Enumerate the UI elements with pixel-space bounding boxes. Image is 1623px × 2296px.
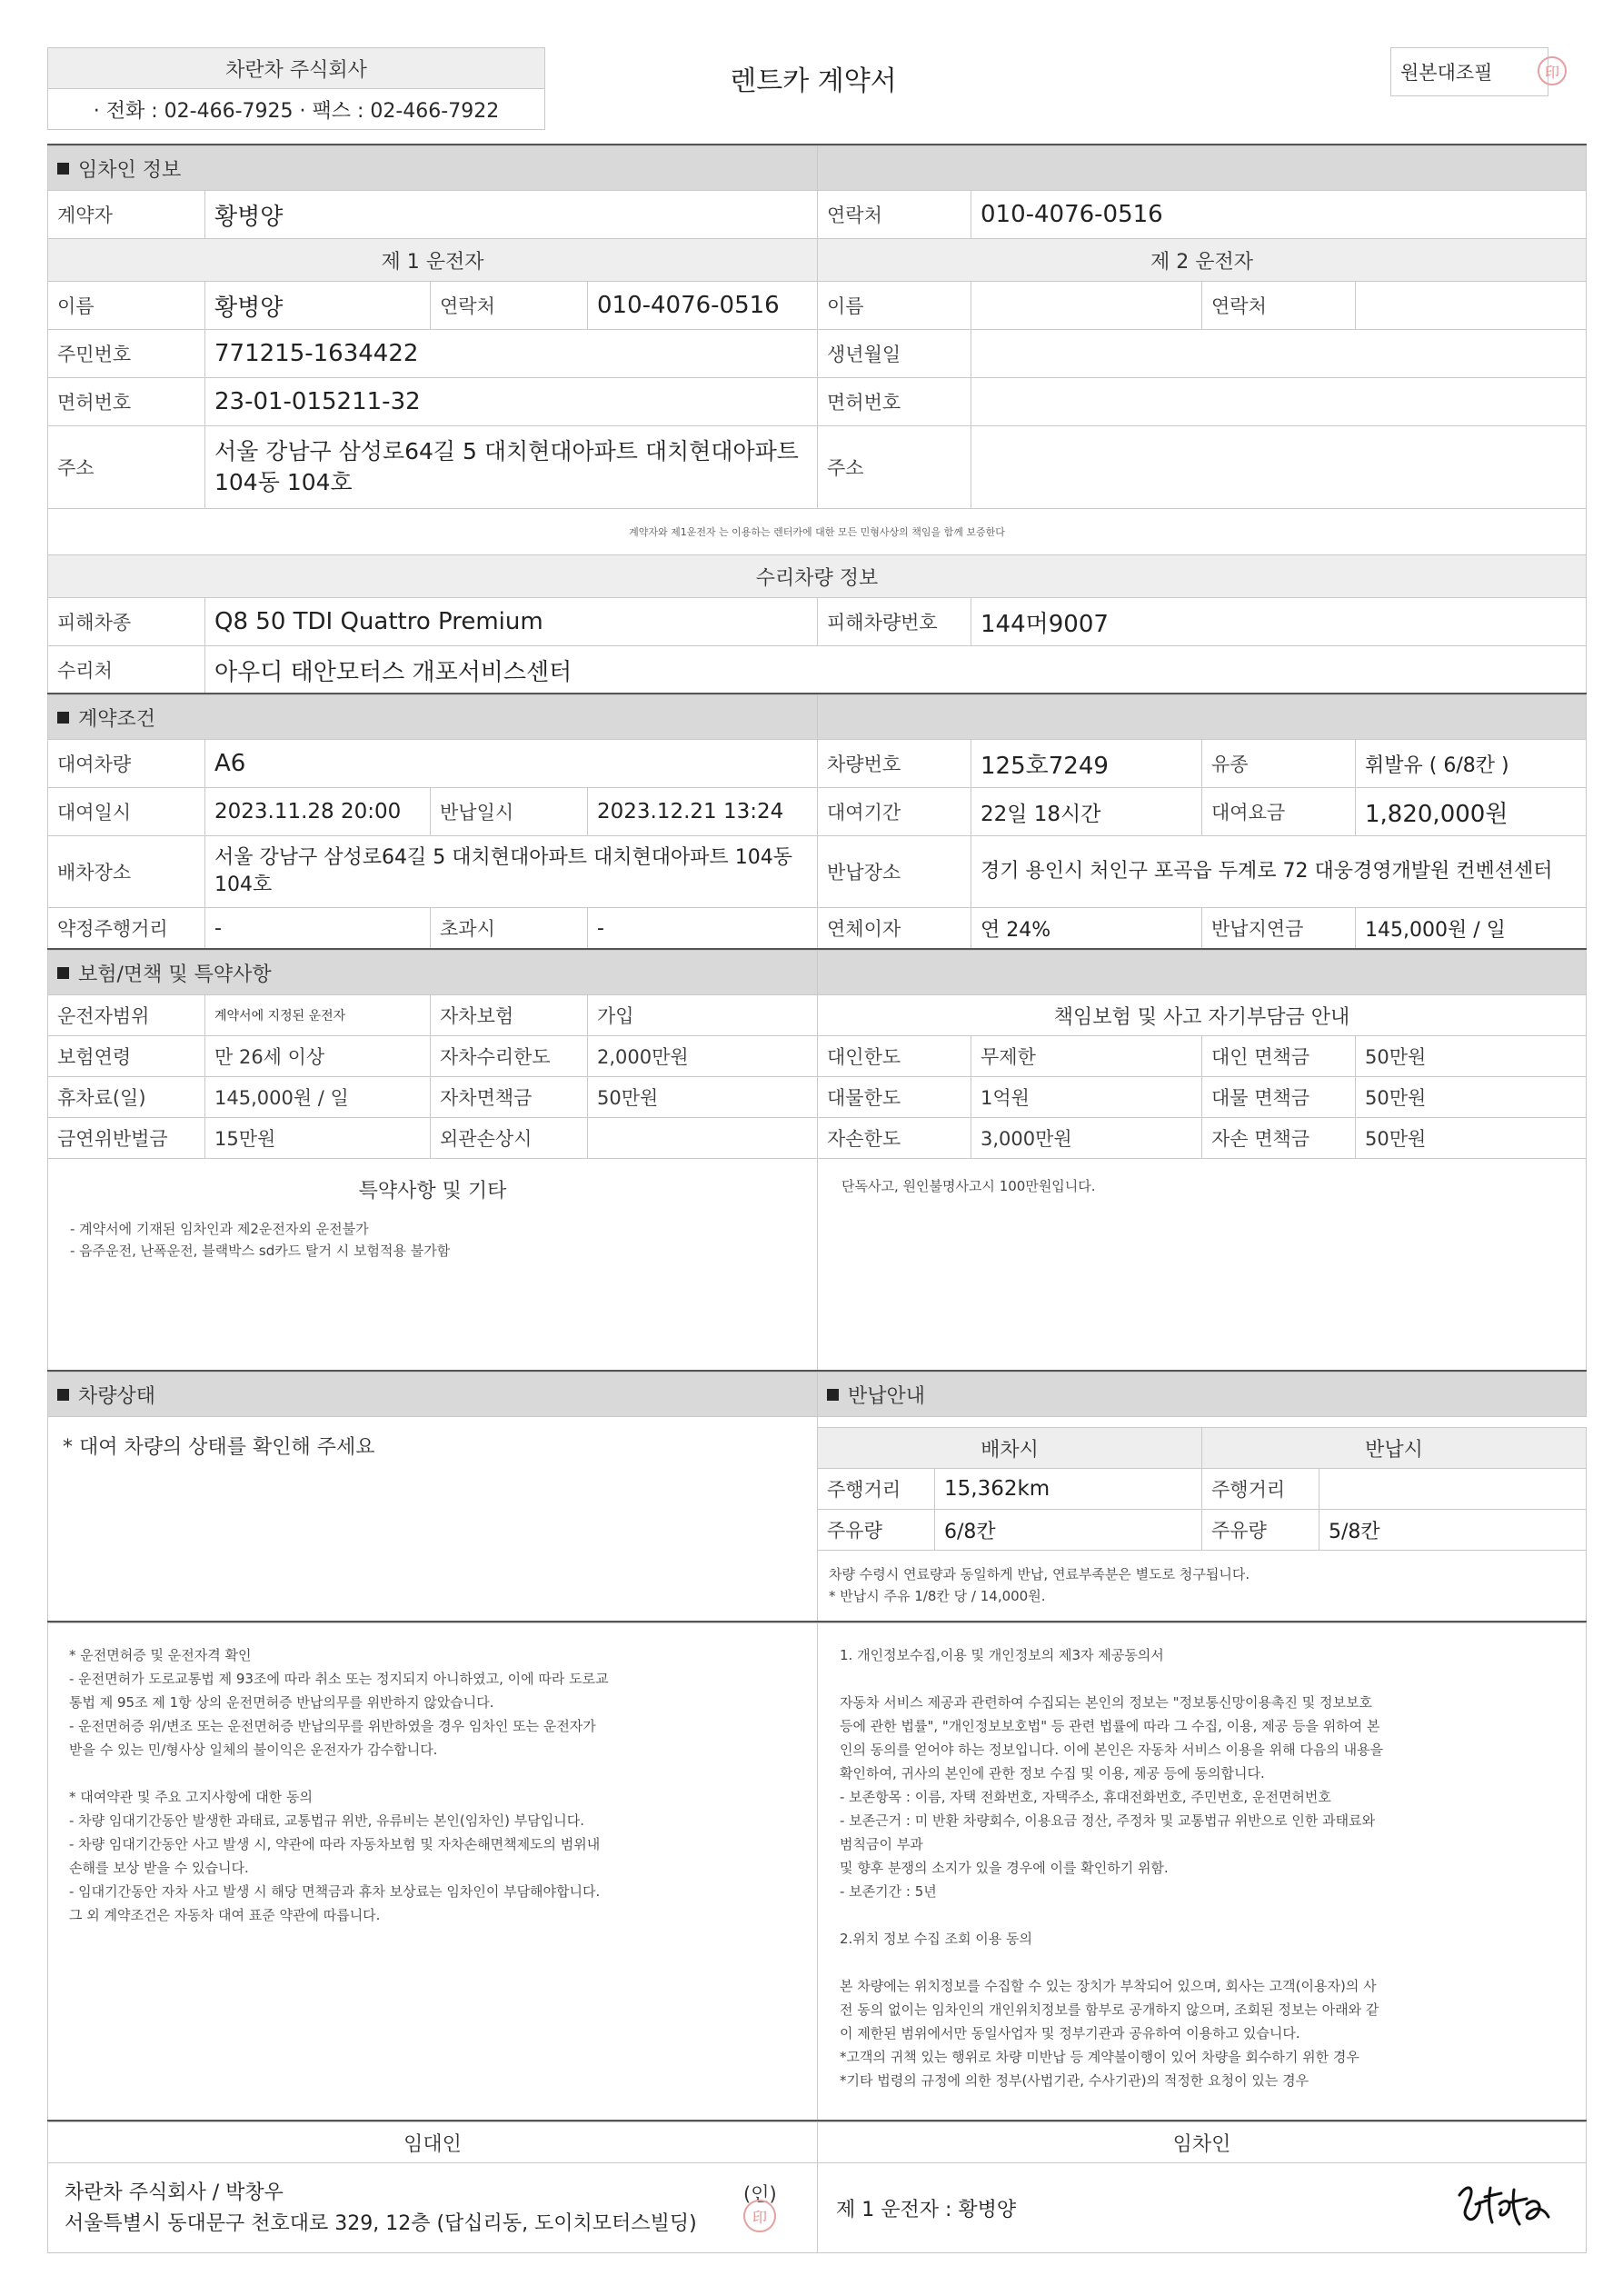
fuel-return-label: 주유량	[1201, 1509, 1319, 1551]
birth-value	[971, 329, 1587, 378]
contractor-label: 계약자	[47, 190, 205, 239]
smoking-label: 금연위반벌금	[47, 1117, 205, 1159]
lessee-header: 임차인	[817, 2121, 1587, 2163]
self-limit-value: 3,000만원	[971, 1117, 1202, 1159]
handwritten-signature	[1454, 2177, 1554, 2235]
exterior-value	[587, 1117, 818, 1159]
section-vehicle-state-title: 차량상태	[78, 1384, 156, 1408]
repair-plate-value: 144머9007	[971, 597, 1587, 646]
d2-license-value	[971, 377, 1587, 426]
rent-date-value: 2023.11.28 20:00	[204, 787, 431, 836]
late-fee-label: 반납지연금	[1201, 907, 1356, 949]
section-insurance	[47, 950, 818, 995]
self-limit-label: 자손한도	[817, 1117, 971, 1159]
property-deduct-label: 대물 면책금	[1201, 1076, 1356, 1118]
km-return-value	[1319, 1468, 1587, 1510]
driver2-header: 제 2 운전자	[817, 238, 1587, 282]
section-renter-right	[817, 145, 1587, 191]
license-label: 면허번호	[47, 377, 205, 426]
excess-value: -	[587, 907, 818, 949]
return-note-2: * 반납시 주유 1/8칸 당 / 14,000원.	[829, 1588, 1046, 1604]
late-interest-value: 연 24%	[971, 907, 1202, 949]
lessor-header: 임대인	[47, 2121, 818, 2163]
smoking-value: 15만원	[204, 1117, 431, 1159]
license-value: 23-01-015211-32	[204, 377, 818, 426]
exterior-label: 외관손상시	[430, 1117, 588, 1159]
notices-right: 1. 개인정보수집,이용 및 개인정보의 제3자 제공동의서 자동차 서비스 제공과 관련하여 수집되는 본인의 정보는 "정보통신망이용촉진 및 정보보호 등에 관한 법률", "개인정보보호법" 등 관련 법률에 따라 그 수집, 이용, 제공 등을 위하여 본 인의 동의를 얻어야 하는 정보입니다. 이에 본인은 자동차 서비스 이용을 위해 다음의 내용을 확인하여, 귀사의 본인에 관한 정보 수집 및 이용, 제공 등에 동의합니다. - 보존항목 : 이름, 자택 전화번호, 자택주소, 휴대전화번호, 주민번호, 운전면허번호 - 보존근거 : 미 반환 차량회수, 이용요금 정산, 주정차 및 교통법규 위반으로 인한 과태료와 범칙금이 부과 및 향후 분쟁의 소지가 있을 경우에 이를 확인하기 위함. - 보존기간 : 5년 2.위치 정보 수집 조회 이용 동의 본 차량에는 위치정보를 수집할 수 있는 장치가 부착되어 있으며, 회사는 고객(이용자)의 사 전 동의 없이는 임차인의 개인위치정보를 함부로 공개하지 않으며, 조회된 정보는 아래와 같 이 제한된 범위에서만 동일사업자 및 정부기관과 공유하여 이용하고 있습니다. *고객의 귀책 있는 행위로 차량 미반납 등 계약불이행이 있어 차량을 회수하기 위한 경우 *기타 법령의 규정에 의한 정부(사법기관, 수사기관)의 적정한 요청이 있는 경우	[840, 1647, 1384, 2089]
fuel-type-value: 휘발유 ( 6/8칸 )	[1355, 739, 1587, 788]
dropoff-value: 경기 용인시 처인구 포곡읍 두계로 72 대웅경영개발원 컨벤션센터	[971, 835, 1587, 908]
driver-range-value: 계약서에 지정된 운전자	[204, 994, 431, 1036]
property-limit-value: 1억원	[971, 1076, 1202, 1118]
d1-phone-value: 010-4076-0516	[587, 281, 818, 330]
fee-value: 1,820,000원	[1355, 787, 1587, 836]
section-terms-right	[817, 694, 1587, 740]
rental-car-label: 대여차량	[47, 739, 205, 788]
special-term-2: - 음주운전, 난폭운전, 블랙박스 sd카드 탈거 시 보험적용 불가함	[70, 1243, 451, 1259]
company-name: 차란차 주식회사	[47, 47, 545, 89]
lessor-line2: 서울특별시 동대문구 천호대로 329, 12층 (답십리동, 도이치모터스빌딩)	[65, 2212, 697, 2235]
km-dispatch-value: 15,362km	[934, 1468, 1202, 1510]
d2-phone-label: 연락처	[1201, 281, 1356, 330]
driver-range-label: 운전자범위	[47, 994, 205, 1036]
downtime-label: 휴차료(일)	[47, 1076, 205, 1118]
square-icon	[827, 1389, 839, 1401]
badge-label: 원본대조필	[1400, 62, 1493, 84]
property-limit-label: 대물한도	[817, 1076, 971, 1118]
birth-label: 생년월일	[817, 329, 971, 378]
repair-shop-value: 아우디 태안모터스 개포서비스센터	[204, 645, 1587, 694]
section-insurance-title: 보험/면책 및 특약사항	[78, 963, 272, 986]
d2-phone-value	[1355, 281, 1587, 330]
section-insurance-right	[817, 950, 1587, 995]
d2-address-value	[971, 425, 1587, 509]
special-term-1: - 계약서에 기재된 임차인과 제2운전자외 운전불가	[70, 1221, 369, 1237]
address-value: 서울 강남구 삼성로64길 5 대치현대아파트 대치현대아파트 104동 104호	[204, 425, 818, 509]
d1-name-label: 이름	[47, 281, 205, 330]
driver1-header: 제 1 운전자	[47, 238, 818, 282]
own-limit-value: 2,000만원	[587, 1035, 818, 1077]
km-return-label: 주행거리	[1201, 1468, 1319, 1510]
repair-car-label: 피해차종	[47, 597, 205, 646]
d2-address-label: 주소	[817, 425, 971, 509]
signature-icon	[1454, 2177, 1554, 2235]
square-icon	[57, 1389, 69, 1401]
section-return-info	[817, 1372, 1587, 1417]
person-limit-value: 무제한	[971, 1035, 1202, 1077]
lessee-line: 제 1 운전자 : 황병양	[836, 2198, 1017, 2221]
property-deduct-value: 50만원	[1355, 1076, 1587, 1118]
downtime-value: 145,000원 / 일	[204, 1076, 431, 1118]
return-note-1: 차량 수령시 연료량과 동일하게 반납, 연료부족분은 별도로 청구됩니다.	[829, 1566, 1250, 1582]
fee-label: 대여요금	[1201, 787, 1356, 836]
pickup-label: 배차장소	[47, 835, 205, 908]
address-label: 주소	[47, 425, 205, 509]
section-terms-title: 계약조건	[78, 707, 156, 731]
own-deduct-label: 자차면책금	[430, 1076, 588, 1118]
section-repair: 수리차량 정보	[47, 554, 1587, 598]
rrn-label: 주민번호	[47, 329, 205, 378]
return-header: 반납시	[1201, 1427, 1587, 1469]
square-icon	[57, 967, 69, 979]
guarantee-note: 계약자와 제1운전자 는 이용하는 렌터카에 대한 모든 민형사상의 책임을 함께 보증한다	[47, 508, 1587, 555]
special-terms-box	[47, 1158, 818, 1371]
self-deduct-label: 자손 면책금	[1201, 1117, 1356, 1159]
fuel-type-label: 유종	[1201, 739, 1356, 788]
section-return-info-title: 반납안내	[848, 1384, 926, 1408]
own-deduct-value: 50만원	[587, 1076, 818, 1118]
own-limit-label: 자차수리한도	[430, 1035, 588, 1077]
special-terms-title: 특약사항 및 기타	[358, 1180, 507, 1203]
section-terms	[47, 694, 818, 740]
original-badge	[1390, 47, 1548, 96]
person-deduct-value: 50만원	[1355, 1035, 1587, 1077]
age-value: 만 26세 이상	[204, 1035, 431, 1077]
person-limit-label: 대인한도	[817, 1035, 971, 1077]
d1-phone-label: 연락처	[430, 281, 588, 330]
repair-shop-label: 수리처	[47, 645, 205, 694]
self-deduct-value: 50만원	[1355, 1117, 1587, 1159]
lessor-seal-mark: (인)	[743, 2183, 777, 2205]
repair-plate-label: 피해차량번호	[817, 597, 971, 646]
fuel-dispatch-value: 6/8칸	[934, 1509, 1202, 1551]
fuel-return-value: 5/8칸	[1319, 1509, 1587, 1551]
square-icon	[57, 712, 69, 724]
vehicle-state-note: * 대여 차량의 상태를 확인해 주세요	[63, 1436, 375, 1459]
own-ins-value: 가입	[587, 994, 818, 1036]
rental-car-value: A6	[204, 739, 818, 788]
page-title: 렌트카 계약서	[730, 65, 897, 97]
return-notes	[817, 1550, 1587, 1622]
km-dispatch-label: 주행거리	[817, 1468, 935, 1510]
mileage-value: -	[204, 907, 431, 949]
late-fee-value: 145,000원 / 일	[1355, 907, 1587, 949]
special-terms-right	[817, 1158, 1587, 1371]
liability-header: 책임보험 및 사고 자기부담금 안내	[817, 994, 1587, 1036]
return-date-value: 2023.12.21 13:24	[587, 787, 818, 836]
d2-license-label: 면허번호	[817, 377, 971, 426]
excess-label: 초과시	[430, 907, 588, 949]
late-interest-label: 연체이자	[817, 907, 971, 949]
phone-value: 010-4076-0516	[971, 190, 1587, 239]
lessor-box	[47, 2162, 818, 2253]
dispatch-header: 배차시	[817, 1427, 1202, 1469]
square-icon	[57, 163, 69, 175]
d2-name-value	[971, 281, 1202, 330]
section-renter	[47, 145, 818, 191]
age-label: 보험연령	[47, 1035, 205, 1077]
own-ins-label: 자차보험	[430, 994, 588, 1036]
person-deduct-label: 대인 면책금	[1201, 1035, 1356, 1077]
car-no-value: 125호7249	[971, 739, 1202, 788]
car-no-label: 차량번호	[817, 739, 971, 788]
contractor-value: 황병양	[204, 190, 818, 239]
mileage-label: 약정주행거리	[47, 907, 205, 949]
section-vehicle-state	[47, 1372, 818, 1417]
period-label: 대여기간	[817, 787, 971, 836]
d1-name-value: 황병양	[204, 281, 431, 330]
seal-icon: 印	[1538, 56, 1567, 85]
special-right-text: 단독사고, 원인불명사고시 100만원입니다.	[841, 1178, 1096, 1194]
notices-left: * 운전면허증 및 운전자격 확인 - 운전면허가 도로교통법 제 93조에 따라 취소 또는 정지되지 아니하였고, 이에 따라 도로교 통법 제 95조 제 1항 상의 운전면허증 반납의무를 위반하지 않았습니다. - 운전면허증 위/변조 또는 운전면허증 반납의무를 위반하였을 경우 임차인 또는 운전자가 받을 수 있는 민/형사상 일체의 불이익은 운전자가 감수합니다. * 대여약관 및 주요 고지사항에 대한 동의 - 차량 임대기간동안 발생한 과태료, 교통법규 위반, 유류비는 본인(임차인) 부담입니다. - 차량 임대기간동안 사고 발생 시, 약관에 따라 자동차보험 및 자차손해면책제도의 범위내 손해를 보상 받을 수 있습니다. - 임대기간동안 자차 사고 발생 시 해당 면책금과 휴차 보상료는 임차인이 부담해야합니다. 그 외 계약조건은 자동차 대여 표준 약관에 따릅니다.	[69, 1647, 609, 1923]
lessor-line1: 차란차 주식회사 / 박창우	[65, 2181, 284, 2204]
return-date-label: 반납일시	[430, 787, 588, 836]
pickup-value: 서울 강남구 삼성로64길 5 대치현대아파트 대치현대아파트 104동 104호	[204, 835, 818, 908]
vehicle-state-box	[47, 1416, 818, 1622]
company-seal-icon: 印	[743, 2200, 776, 2232]
dropoff-label: 반납장소	[817, 835, 971, 908]
section-renter-title: 임차인 정보	[78, 158, 182, 182]
repair-car-value: Q8 50 TDI Quattro Premium	[204, 597, 818, 646]
period-value: 22일 18시간	[971, 787, 1202, 836]
phone-label: 연락처	[817, 190, 971, 239]
rrn-value: 771215-1634422	[204, 329, 818, 378]
d2-name-label: 이름	[817, 281, 971, 330]
fuel-dispatch-label: 주유량	[817, 1509, 935, 1551]
company-contact: · 전화 : 02-466-7925 · 팩스 : 02-466-7922	[47, 88, 545, 130]
rent-date-label: 대여일시	[47, 787, 205, 836]
